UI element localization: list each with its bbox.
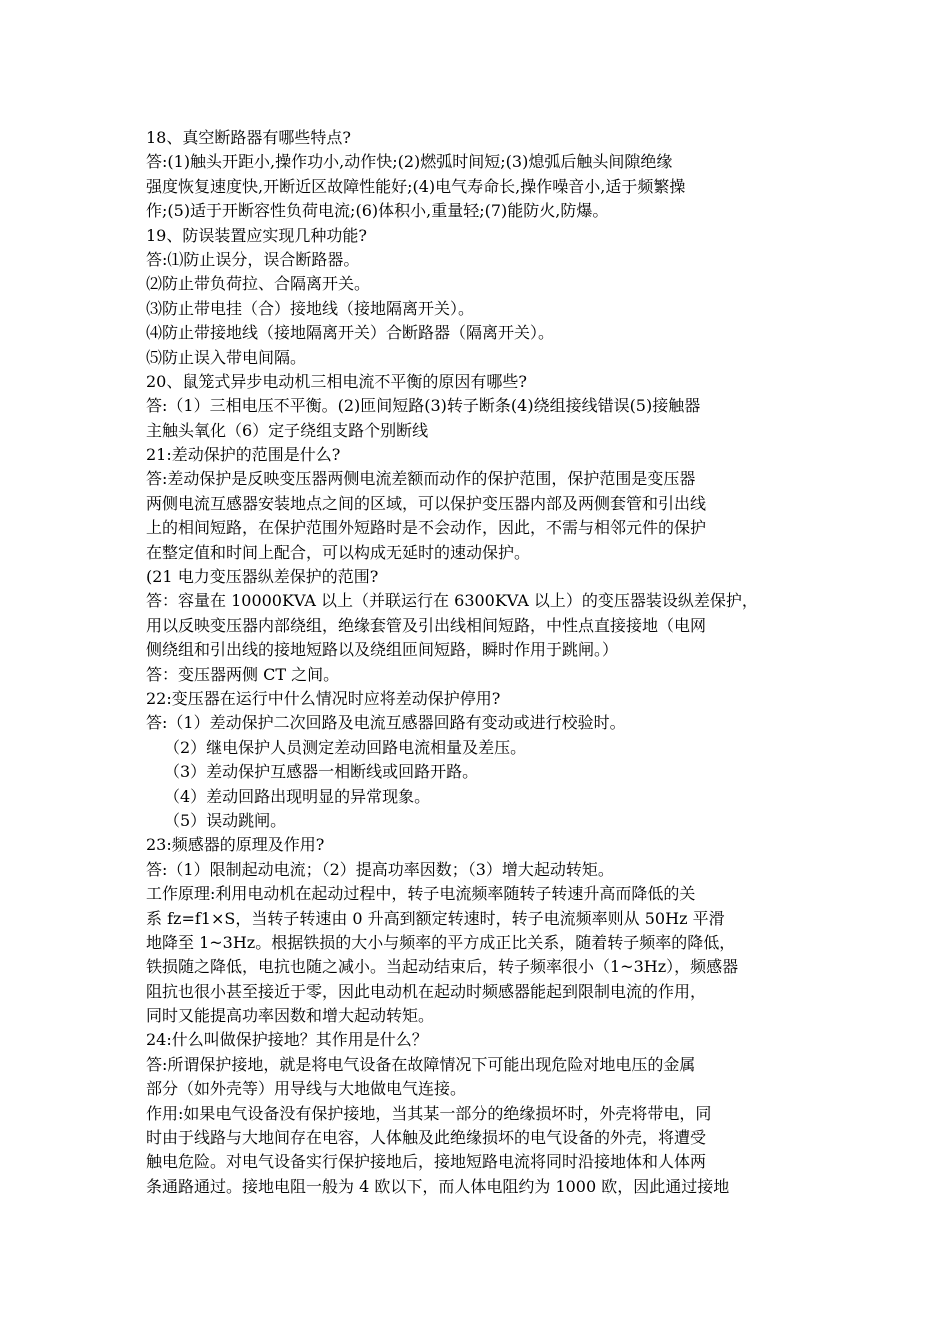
text-line: 上的相间短路，在保护范围外短路时是不会动作，因此，不需与相邻元件的保护 <box>146 518 707 538</box>
text-line: ⑸防止误入带电间隔。 <box>146 347 307 367</box>
text-line: 铁损随之降低，电抗也随之减小。当起动结束后，转子频率很小（1~3Hz），频感器 <box>146 957 739 977</box>
text-line: ⑶防止带电挂（合）接地线（接地隔离开关）。 <box>146 298 475 318</box>
text-line: 答:差动保护是反映变压器两侧电流差额而动作的保护范围，保护范围是变压器 <box>146 469 696 489</box>
text-line: 21:差动保护的范围是什么? <box>146 445 341 465</box>
document-page <box>146 126 816 1199</box>
text-line: 触电危险。对电气设备实行保护接地后，接地短路电流将同时沿接地体和人体两 <box>146 1152 707 1172</box>
text-line: 答：容量在 10000KVA 以上（并联运行在 6300KVA 以上）的变压器装设纵差保护， <box>146 591 758 611</box>
text-line: 20、鼠笼式异步电动机三相电流不平衡的原因有哪些? <box>146 371 527 391</box>
text-line: 24:什么叫做保护接地？其作用是什么？ <box>146 1030 428 1050</box>
text-line: 答:（1）限制起动电流；（2）提高功率因数；（3）增大起动转矩。 <box>146 859 614 879</box>
text-line: （3）差动保护互感器一相断线或回路开路。 <box>164 762 479 782</box>
text-line: 作用:如果电气设备没有保护接地，当其某一部分的绝缘损坏时，外壳将带电，同 <box>146 1103 712 1123</box>
text-line: 答:（1）差动保护二次回路及电流互感器回路有变动或进行校验时。 <box>146 713 626 733</box>
text-line: 工作原理:利用电动机在起动过程中，转子电流频率随转子转速升高而降低的关 <box>146 884 696 904</box>
text-line: （4）差动回路出现明显的异常现象。 <box>164 786 431 806</box>
text-line: 条通路通过。接地电阻一般为 4 欧以下，而人体电阻约为 1000 欧，因此通过接地 <box>146 1176 730 1196</box>
text-line: ⑵防止带负荷拉、合隔离开关。 <box>146 274 371 294</box>
text-line: 18、真空断路器有哪些特点? <box>146 128 351 147</box>
text-line: 侧绕组和引出线的接地短路以及绕组匝间短路，瞬时作用于跳闸。） <box>146 640 619 660</box>
text-line: （2）继电保护人员测定差动回路电流相量及差压。 <box>164 737 527 757</box>
text-line: 答:(1)触头开距小,操作功小,动作快;(2)燃弧时间短;(3)熄弧后触头间隙绝缘 <box>146 152 673 172</box>
text-line: 系 fz=f1×S，当转子转速由 0 升高到额定转速时，转子电流频率则从 50Hz 平滑 <box>146 908 725 928</box>
text-line: 地降至 1~3Hz。根据铁损的大小与频率的平方成正比关系，随着转子频率的降低， <box>146 932 736 952</box>
text-line: 答:⑴防止误分，误合断路器。 <box>146 249 360 269</box>
text-line: 作;(5)适于开断容性负荷电流;(6)体积小,重量轻;(7)能防火,防爆。 <box>146 201 609 221</box>
text-line: 时由于线路与大地间存在电容，人体触及此绝缘损坏的电气设备的外壳，将遭受 <box>146 1128 707 1148</box>
text-line: 部分（如外壳等）用导线与大地做电气连接。 <box>146 1079 467 1099</box>
text-line: 答：变压器两侧 CT 之间。 <box>146 664 340 684</box>
text-line: (21 电力变压器纵差保护的范围? <box>146 567 379 587</box>
text-line: 19、防误装置应实现几种功能? <box>146 225 367 245</box>
text-line: 强度恢复速度快,开断近区故障性能好;(4)电气寿命长,操作噪音小,适于频繁操 <box>146 176 686 196</box>
text-line: 阻抗也很小甚至接近于零，因此电动机在起动时频感器能起到限制电流的作用， <box>146 981 707 1001</box>
text-line: 主触头氧化（6）定子绕组支路个别断线 <box>146 420 429 440</box>
text-line: 答:（1）三相电压不平衡。(2)匝间短路(3)转子断条(4)绕组接线错误(5)接触器 <box>146 396 701 416</box>
text-line: ⑷防止带接地线（接地隔离开关）合断路器（隔离开关）。 <box>146 323 555 343</box>
text-line: 在整定值和时间上配合，可以构成无延时的速动保护。 <box>146 542 531 562</box>
text-line: 22:变压器在运行中什么情况时应将差动保护停用? <box>146 688 501 708</box>
text-line: 用以反映变压器内部绕组，绝缘套管及引出线相间短路，中性点直接接地（电网 <box>146 615 707 635</box>
text-line: 两侧电流互感器安装地点之间的区域，可以保护变压器内部及两侧套管和引出线 <box>146 493 707 513</box>
text-line: 同时又能提高功率因数和增大起动转矩。 <box>146 1006 435 1026</box>
text-line: （5）误动跳闸。 <box>164 810 287 830</box>
text-line: 23:频感器的原理及作用? <box>146 835 325 855</box>
text-line: 答:所谓保护接地，就是将电气设备在故障情况下可能出现危险对地电压的金属 <box>146 1054 696 1074</box>
